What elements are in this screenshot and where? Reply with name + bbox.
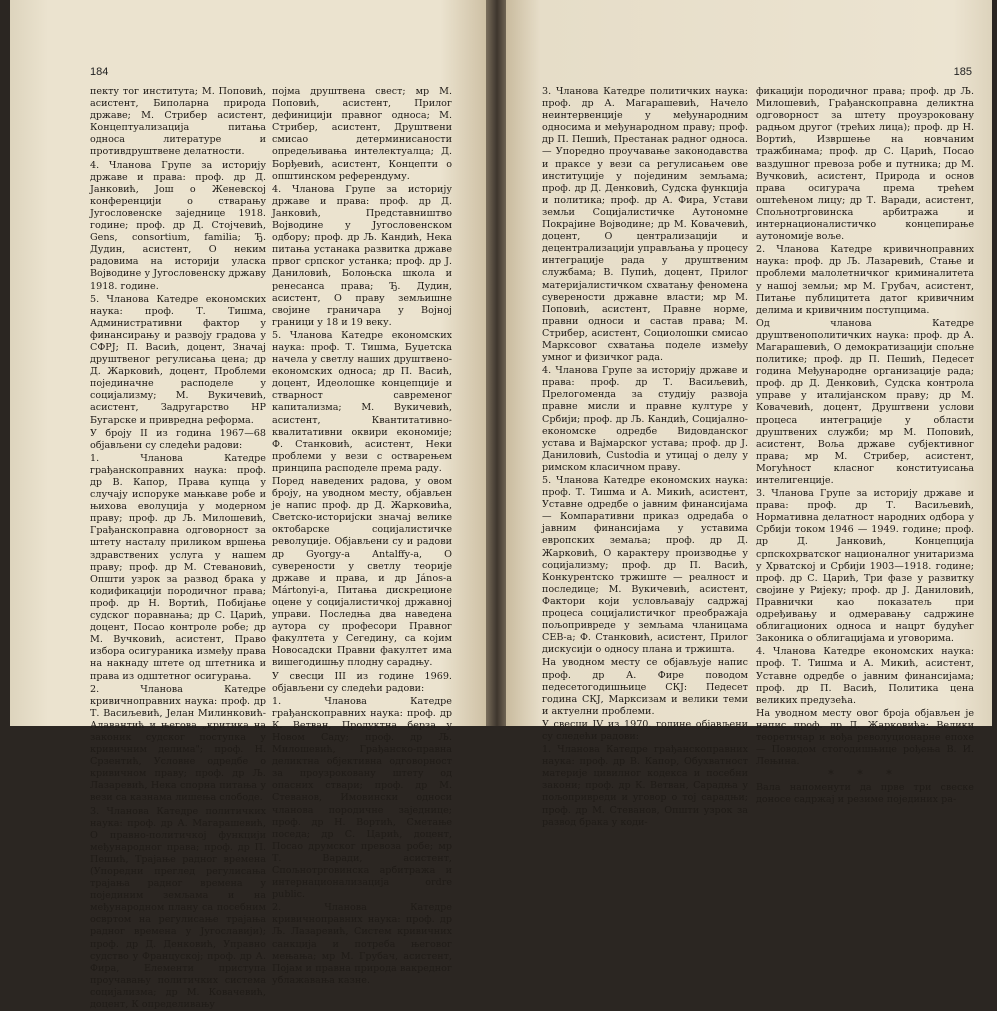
paragraph: 4. Чланова Групе за историју државе и права: проф. др Д. Јанковић, Још о Женевској конференцији о стварању Југословенске заједнице 1918. године; проф. др Д. Стојчевић, Gens, consortium, familia; Ђ. Дудин, асистент, О неким радовима на историји уласка Војводине у Југословенску државу 1918. године. bbox=[90, 159, 266, 292]
paragraph: Вала напоменути да прве три свеске доносе садржај и резиме појединих ра- bbox=[756, 782, 974, 806]
paragraph: 4. Чланова Групе за историју државе и права: проф. др Т. Васиљевић, Прелогоменда за студију развоја правне мисли и правне културе у Србији; проф. др Љ. Кандић, Социјално-економске одредбе Видовданског устава и Вајмарског устава; проф. др Ј. Даниловић, Custodia и утицај о делу у римском класичном праву. bbox=[542, 365, 748, 473]
paragraph: 4. Чланова Катедре економских наука: проф. Т. Тишма и А. Микић, асистент, Уставне одредбе о јавним финансијама; проф. др П. Васић, Политика цена великих предузећа. bbox=[756, 646, 974, 706]
paragraph: Од чланова Катедре друштвенополитичких наука: проф. др А. Магарашевић, О демократизацији спољне политике; проф. др П. Пешић, Педесет година Међународне организације рада; проф. др Д. Денковић, Судска контрола управе у италијанском праву; др М. Ковачевић, доцент, Друштвени услови процеса интеграције у области друштвених служби; мр М. Поповић, асистент, Воља државе субјективног права; мр М. Стрибер, асистент, Могућност класног конституисања интелигенције. bbox=[756, 317, 974, 486]
paragraph: 5. Чланова Катедре економских наука: проф. Т. Тишма, Административни фактор у финансирању и развоју градова у СФРЈ; П. Васић, доцент, Значај друштвеног регулисања цена; др Д. Жарковић, доцент, Проблеми појединачне расподеле у социјализму; М. Вукичевић, асистент, Задругарство НР Бугарске и привредна реформа. bbox=[90, 293, 266, 426]
paragraph: 4. Чланова Групе за историју државе и права: проф. др Д. Јанковић, Представништво Војводине у Југословенском одбору; проф. др Љ. Кандић, Нека питања устанака развитка државе првог српског устанка; проф. др Ј. Даниловић, Болоњска школа и ренесанса права; Ђ. Дудин, асистент, О праву земљишне својине граничара у Војној граници у 18 и 19 веку. bbox=[272, 183, 452, 328]
section-separator: * * * bbox=[828, 768, 902, 782]
paragraph: 3. Чланова Катедре политичких наука: проф. др А. Магарашевић, Начело неинтервенције у међународним односима и међународном праву; проф. др П. Пешић, Престанак радног односа. — Упоредно проучавање законодавства и праксе у вези са регулисањем ове институције у појединим земљама; проф. др Д. Денковић, Судска функција и политика; проф. др А. Фира, Устави земљи Социјалистичке Аутономне Покрајине Војводине; др М. Ковачевић, доцент, О централизацији и децентрализацији управљања у процесу интеграције рада у друштвеним службама; В. Пупић, доцент, Прилог материјалистичком схватању феномена суверености државне власти; мр М. Поповић, асистент, Правне норме, правни односи и састав права; М. Стрибер, асистент, Социолошки смисао Марксовог схватања поделе између умног и физичког рада. bbox=[542, 86, 748, 364]
left-column-2 bbox=[272, 86, 452, 986]
paragraph: На уводном месту се објављује напис проф. др А. Фире поводом педесетогодишњице СКЈ: Педесет година СКЈ, Марксизам и велики теми и актуелни проблеми. bbox=[542, 657, 748, 717]
paragraph: У свесци III из године 1969. објављени су следећи радови: bbox=[272, 670, 452, 694]
book-gutter bbox=[486, 0, 508, 726]
paragraph: фикацији породичног права; проф. др Љ. Милошевић, Грађанскоправна деликтна одговорност за штету проузроковану радњом другог (трећих лица); проф. др Н. Вортић, Извршење на новчаним тражбинама; проф. др С. Царић, Посао ваздушног превоза робе и путника; др М. Вучковић, асистент, Природа и основ права осигурача према трећем оштећеном лицу; др Т. Варади, асистент, Спољнотрговинска арбитража и интернационалистичко концепирање аутономије воље. bbox=[756, 86, 974, 243]
paragraph: У броју II из година 1967—68 објављени су следећи радови: bbox=[90, 427, 266, 451]
paragraph: 1. Чланова Катедре грађанскоправних наука: проф. др В. Капор, Обухватност материје цивилног кодекса и посебни закони; проф. др К. Ветван, Сарадња у пољопривреди и уговор о тој сарадњи; проф. др М. Стеванов, Општи узрок за развод брака у коди- bbox=[542, 744, 748, 828]
page-number-left: 184 bbox=[90, 66, 109, 78]
paragraph: 3. Чланова Групе за историју државе и права: проф. др Т. Васиљевић, Нормативна делатност народних одбора у Србији током 1946 — 1949. године; проф. др Д. Јанковић, Концепција српскохрватског националног унитаризма у Хрватској и Србији 1903—1918. године; проф. др С. Царић, Три фазе у развитку својине у Ријеку; проф. др Ј. Даниловић, Правнички као показатељ при одређивању и одмеравању садржине облигационих односа и нацрт будућег Законика о облигацијама и уговорима. bbox=[756, 488, 974, 645]
paragraph: 1. Чланова Катедре грађанскоправних наука: проф. др В. Капор, Права купца у случају испоруке мањкаве робе и њихова еволуција у модерном праву; проф. др Љ. Милошевић, Грађанскоправна одговорност за штету насталу приликом вршења здравствених услуга у нашем праву; проф. др М. Стевановић, Општи узрок за развод брака у кодификацији породичног права; проф. др Н. Вортић, Побијање судског поравнања; др С. Царић, доцент, Посао контроле робе; др М. Вучковић, асистент, Право избора осигураника између права на накнаду штете од штетника и права из одштетног осигурања. bbox=[90, 452, 266, 682]
left-page bbox=[10, 0, 488, 1011]
left-column-1 bbox=[90, 86, 266, 1011]
paragraph: 3. Чланова Катедре политичких наука: проф. др А. Магарашевић, О правно-политичкој функцији међународног права; проф. др П. Пешић, Трајање радног времена (Упоредни преглед регулисања трајања радног времена у појединим земљама и на међународном плану са посебним освртом на регулисање трајања радног времена у Југославији); проф. др Д. Денковић, Управно судство у Француској; проф. др А. Фира, Елементи приступа проучавању политичких система социјализма; др М. Ковачевић, доцент, К определивању bbox=[90, 805, 266, 1011]
right-column-1 bbox=[542, 86, 748, 828]
paragraph: 2. Чланова Катедре кривичноправних наука: проф. др Љ. Лазаревић, Систем кривичних санкција и потреба његовог мењања; мр М. Грубач, асистент, Појам и правна природа вакредног ублажавања казне. bbox=[272, 902, 452, 986]
paragraph: 2. Чланова Катедре кривичноправних наука: проф. др Т. Васиљевић, Јелан Милинковић-Алавантић и његова „критика на законик судског поступка у кривичним делима"; проф. Н. Срзентић, Условне одредбе о кривичном праву; проф. др Љ. Лазаревић, Нека спорна питања у вези са казнама лишења слободе. bbox=[90, 683, 266, 804]
paragraph: 2. Чланова Катедре кривичноправних наука: проф. др Љ. Лазаревић, Стање и проблеми малолетничког криминалитета у нашој земљи; мр М. Грубач, асистент, Питање публицитета датог кривичним делима и кривичним поступцима. bbox=[756, 244, 974, 316]
paragraph: На уводном месту овог броја објављен је напис проф. др Д. Жарковића: Велики теоретичар и вођа револуционарне епохе — Поводом стогодишњице рођења В. И. Лењина. bbox=[756, 707, 974, 768]
right-column-2 bbox=[756, 86, 974, 806]
paragraph: 1. Чланова Катедре грађанскоправних наука: проф. др К. Ветван, Продуктна берза у Новом Саду; проф. др Љ. Милошевић, Грађанско-правна деликтна објективна одговорност за проузроковану штету од опасних ствари; проф. др М. Стеванов, Имовински односи чланова породичне заједнице; проф. др Н. Вортић, Сметање поседа; др С. Царић, доцент, Посао друмског превоза робе; мр Т. Варади, асистент, Спољнотрговинска арбитража и интернационализација ordre public. bbox=[272, 695, 452, 901]
right-page bbox=[506, 0, 992, 828]
paragraph: пекту тог института; М. Поповић, асистент, Биполарна природа државе; М. Стрибер асистент, Концептуализација питања односа литературе и противдруштвене делатности. bbox=[90, 86, 266, 158]
paragraph: појма друштвена свест; мр М. Поповић, асистент, Прилог дефиницији правног односа; М. Стрибер, асистент, Друштвени смисао детерминисаности опредељивања интелектуалца; Д. Борђевић, асистент, Концепти о општинском референдуму. bbox=[272, 86, 452, 182]
paragraph: 5. Чланова Катедре економских наука: проф. Т. Тишма, Буџетска начела у светлу наших друштвено-економских односа; др П. Васић, доцент, Идеолошке концепције и стварност савременог капитализма; М. Вукичевић, асистент, Квантитативно-квалитативни оквири економије; Ф. Станковић, асистент, Неки проблеми у вези с остварењем принципа расподеле према раду. bbox=[272, 329, 452, 474]
paragraph: У свесци IV из 1970. године објављени су следећи радови: bbox=[542, 718, 748, 742]
paragraph: Поред наведених радова, у овом броју, на уводном месту, објављен је напис проф. др Д. Жарковића, Светско-историјски значај велике октобарске социјалистичке револуције. Објављени су и радови др Gyorgy-a Antalffy-a, О суверености у светлу теорије државе и права, и др János-a Mártonyi-a, Питања дискреционе оцене у социјалистичкој државној управи. Последња два наведена аутора су професори Правног факултета у Сегедину, са којим Новосадски Правни факултет има вишегодишњу плодну сарадњу. bbox=[272, 476, 452, 669]
paragraph: 5. Чланова Катедре економских наука: проф. Т. Тишма и А. Микић, асистент, Уставне одредбе о јавним финансијама — Компаративни приказ одредаба о јавним финансијама у уставима европских земаља; проф. др Д. Жарковић, О карактеру производње у социјализму; проф. др П. Васић, Конкурентско тржиште — реалност и последице; М. Вукичевић, асистент, Фактори који условљавају садржај процеса социјалистичког преображаја пољопривреде у земљама чланицама СЕВ-а; Ф. Станковић, асистент, Прилог дискусији о односу плана и тржишта. bbox=[542, 475, 748, 656]
page-number-right: 185 bbox=[953, 66, 972, 78]
